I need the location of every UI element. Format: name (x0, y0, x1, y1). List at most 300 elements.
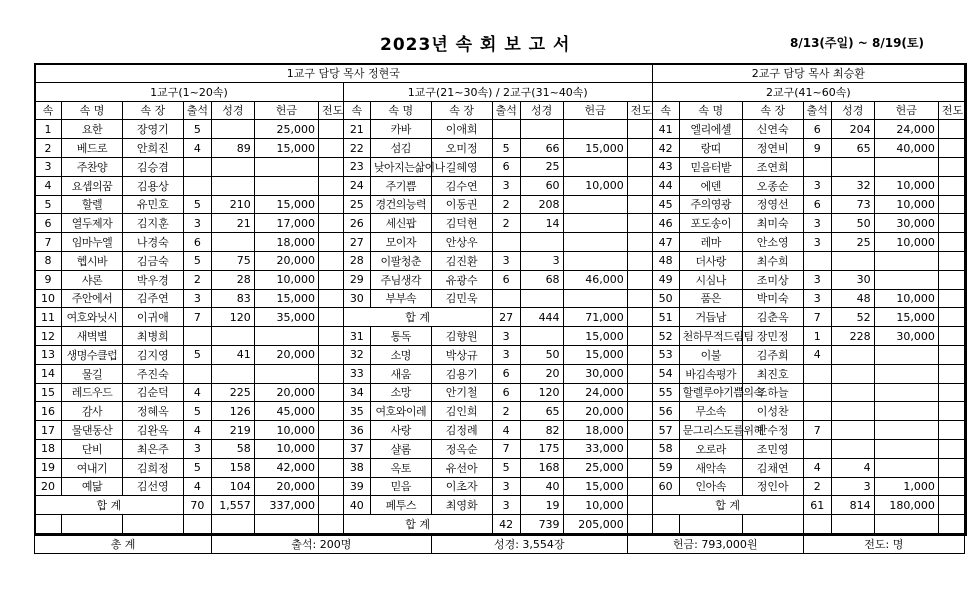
sec3-name: 바김속평가 (679, 364, 742, 383)
section-header-row (35, 82, 965, 101)
sec1-name: 할렐 (62, 195, 123, 214)
sec3-name: 에덴 (679, 176, 742, 195)
sec2a-total-label: 합 계 (343, 308, 492, 327)
sec2-bible: 50 (520, 345, 563, 364)
date-range: 8/13(주일) ~ 8/19(토) (790, 36, 924, 50)
sec3-leader: 최미숙 (742, 214, 803, 233)
sec1-offering: 15,000 (254, 139, 318, 158)
sec2-name: 통독 (370, 327, 431, 346)
column-header: 속 (652, 101, 679, 120)
sec2-evangelism (627, 195, 652, 214)
sec1-leader: 최은주 (122, 439, 183, 458)
sec3-leader: 최진호 (742, 364, 803, 383)
sec2-offering: 33,000 (563, 439, 627, 458)
sec3-attendance: 6 (803, 195, 831, 214)
sec3-name: 시심나 (679, 270, 742, 289)
sec3-evangelism (938, 477, 964, 496)
sec1-empty-cell (254, 515, 318, 534)
sec2-leader: 김민욱 (431, 289, 492, 308)
sec3-evangelism (938, 364, 964, 383)
sec1-name: 물길 (62, 364, 123, 383)
sec2-leader: 김인희 (431, 402, 492, 421)
sec3-attendance: 2 (803, 477, 831, 496)
sec3-evangelism (938, 402, 964, 421)
sec3-name: 새악속 (679, 458, 742, 477)
sec3-name: 주의영광 (679, 195, 742, 214)
sec3-offering: 24,000 (874, 120, 938, 139)
column-header: 성경 (831, 101, 874, 120)
sec1-offering: 15,000 (254, 289, 318, 308)
sec3-num: 45 (652, 195, 679, 214)
sec2-num: 32 (343, 345, 370, 364)
sec1-num: 12 (35, 327, 62, 346)
sec3-bible (831, 364, 874, 383)
sec3-name: 랑띠 (679, 139, 742, 158)
sec3-bible (831, 345, 874, 364)
sec3-num: 50 (652, 289, 679, 308)
sec3-evangelism (938, 214, 964, 233)
sec2-attendance: 5 (492, 458, 520, 477)
sec1-bible (211, 364, 254, 383)
sec2-num: 33 (343, 364, 370, 383)
sec2-leader: 오미정 (431, 139, 492, 158)
sec1-bible: 126 (211, 402, 254, 421)
grand-total-attendance: 출석: 200명 (211, 534, 431, 553)
sec3-offering (874, 157, 938, 176)
sec1-attendance: 3 (183, 214, 211, 233)
sec3-bible: 204 (831, 120, 874, 139)
sec2-offering (563, 195, 627, 214)
sec2-offering (563, 214, 627, 233)
sec1-leader: 유민호 (122, 195, 183, 214)
sec1-evangelism (319, 233, 344, 252)
sec1-leader: 김순덕 (122, 383, 183, 402)
sec2-evangelism (627, 139, 652, 158)
sec1-total-attendance: 70 (183, 496, 211, 515)
sec1-offering: 18,000 (254, 233, 318, 252)
sec2-leader: 이동권 (431, 195, 492, 214)
sec2-name: 페투스 (370, 496, 431, 515)
sec2-evangelism (627, 458, 652, 477)
sec1-num: 20 (35, 477, 62, 496)
column-header: 헌금 (254, 101, 318, 120)
sec2-bible: 60 (520, 176, 563, 195)
sec3-leader: 이성찬 (742, 402, 803, 421)
sec3-evangelism (938, 233, 964, 252)
sec1-evangelism (319, 364, 344, 383)
sec2-bible: 66 (520, 139, 563, 158)
sec3-name: 레마 (679, 233, 742, 252)
sec1-evangelism (319, 402, 344, 421)
sec1-evangelism (319, 458, 344, 477)
sec3-name: 품은 (679, 289, 742, 308)
sec3-offering: 30,000 (874, 214, 938, 233)
sec2-bible (520, 327, 563, 346)
sec3-attendance (803, 439, 831, 458)
sec2-bible: 14 (520, 214, 563, 233)
sec2-evangelism (627, 421, 652, 440)
sec1-evangelism (319, 308, 344, 327)
sec3-total-attendance: 61 (803, 496, 831, 515)
sec2-evangelism (627, 214, 652, 233)
sec2-attendance: 6 (492, 157, 520, 176)
sec3-offering: 10,000 (874, 233, 938, 252)
sec3-num: 58 (652, 439, 679, 458)
sec3-num: 55 (652, 383, 679, 402)
sec3-num: 59 (652, 458, 679, 477)
sec1-leader: 정혜옥 (122, 402, 183, 421)
table-row (35, 195, 965, 214)
sec2-name: 소망 (370, 383, 431, 402)
sec2-evangelism (627, 157, 652, 176)
sec1-empty-cell (122, 515, 183, 534)
sec1-total-offering: 337,000 (254, 496, 318, 515)
sec1-evangelism (319, 421, 344, 440)
sec3-bible: 48 (831, 289, 874, 308)
sec1-bible (211, 176, 254, 195)
sec1-offering: 10,000 (254, 421, 318, 440)
sec3-attendance: 7 (803, 421, 831, 440)
sec3-num: 52 (652, 327, 679, 346)
sec1-attendance: 4 (183, 477, 211, 496)
sec1-name: 요셉의꿈 (62, 176, 123, 195)
sec1-attendance: 4 (183, 383, 211, 402)
sec1-name: 예닮 (62, 477, 123, 496)
sec3-offering: 10,000 (874, 176, 938, 195)
sec3-total-offering: 180,000 (874, 496, 938, 515)
sec1-leader: 김완옥 (122, 421, 183, 440)
sec3-evangelism (938, 458, 964, 477)
column-header: 속 장 (122, 101, 183, 120)
sec3-attendance (803, 251, 831, 270)
sec2-bible: 168 (520, 458, 563, 477)
sec2-leader: 유광수 (431, 270, 492, 289)
sec1-offering: 20,000 (254, 383, 318, 402)
table-row (35, 308, 965, 327)
sec1-bible: 225 (211, 383, 254, 402)
sec2-leader: 김수연 (431, 176, 492, 195)
sec2-evangelism (627, 270, 652, 289)
sec1-evangelism (319, 345, 344, 364)
sec3-num: 41 (652, 120, 679, 139)
sec3-attendance: 3 (803, 233, 831, 252)
table-row (35, 176, 965, 195)
sec2-num: 27 (343, 233, 370, 252)
table-row (35, 383, 965, 402)
sec2-attendance: 3 (492, 176, 520, 195)
sec3-name: 이불 (679, 345, 742, 364)
sec3-attendance (803, 402, 831, 421)
sec1-bible: 219 (211, 421, 254, 440)
sec1-leader: 김선영 (122, 477, 183, 496)
sec1-evangelism (319, 157, 344, 176)
sec3-offering: 1,000 (874, 477, 938, 496)
sec1-name: 생명수클럽 (62, 345, 123, 364)
sec1-num: 11 (35, 308, 62, 327)
sec1-num: 4 (35, 176, 62, 195)
sec3-name: 더사랑 (679, 251, 742, 270)
sec1-num: 7 (35, 233, 62, 252)
sec3-offering (874, 458, 938, 477)
sec3-offering (874, 383, 938, 402)
sec1-evangelism (319, 383, 344, 402)
sec2-bible: 175 (520, 439, 563, 458)
sec2-attendance: 4 (492, 421, 520, 440)
sec3-name: 엘리에셀 (679, 120, 742, 139)
district-header-row (35, 64, 965, 83)
sec2-num: 36 (343, 421, 370, 440)
sec3-name: 무소속 (679, 402, 742, 421)
sec2-num: 29 (343, 270, 370, 289)
sec3-num: 56 (652, 402, 679, 421)
sec1-evangelism (319, 214, 344, 233)
table-row (35, 439, 965, 458)
sec1-num: 14 (35, 364, 62, 383)
sec3-num: 47 (652, 233, 679, 252)
sec2-leader: 김진환 (431, 251, 492, 270)
sec2-offering: 15,000 (563, 345, 627, 364)
sec1-num: 1 (35, 120, 62, 139)
sec3-offering (874, 251, 938, 270)
sec2-name: 주기쁨 (370, 176, 431, 195)
sec2a-total-attendance: 27 (492, 308, 520, 327)
column-header: 헌금 (563, 101, 627, 120)
sec1-attendance: 5 (183, 120, 211, 139)
sec3-leader: 신연숙 (742, 120, 803, 139)
sec2-offering: 15,000 (563, 139, 627, 158)
sec1-evangelism (319, 120, 344, 139)
sec1-attendance: 5 (183, 251, 211, 270)
district-1-header: 1교구 담당 목사 정현국 (35, 64, 653, 83)
sec1-evangelism (319, 439, 344, 458)
sec1-name: 감사 (62, 402, 123, 421)
sec2a-total-evangelism (627, 308, 652, 327)
sec2-offering: 24,000 (563, 383, 627, 402)
sec3-evangelism (938, 439, 964, 458)
sec3-offering: 10,000 (874, 195, 938, 214)
sec3-evangelism (938, 327, 964, 346)
sec1-name: 레드우드 (62, 383, 123, 402)
column-header: 출석 (492, 101, 520, 120)
sec1-evangelism (319, 477, 344, 496)
sec2-offering: 15,000 (563, 327, 627, 346)
sec1-name: 열두제자 (62, 214, 123, 233)
sec1-evangelism (319, 327, 344, 346)
sec3-empty-cell (679, 515, 742, 534)
sec2-offering: 10,000 (563, 496, 627, 515)
sec1-bible (211, 157, 254, 176)
sec3-total-bible: 814 (831, 496, 874, 515)
sec1-attendance: 5 (183, 402, 211, 421)
sec1-bible: 21 (211, 214, 254, 233)
sec1-attendance (183, 327, 211, 346)
sec3-bible: 65 (831, 139, 874, 158)
column-header: 속 명 (62, 101, 123, 120)
column-header: 속 (343, 101, 370, 120)
sec2-evangelism (627, 176, 652, 195)
sec3-name: 포도송이 (679, 214, 742, 233)
sec2-leader: 안기철 (431, 383, 492, 402)
sec3-bible: 25 (831, 233, 874, 252)
column-header: 속 명 (679, 101, 742, 120)
sec2b-total-attendance: 42 (492, 515, 520, 534)
sec2-attendance: 3 (492, 477, 520, 496)
sec3-attendance: 3 (803, 289, 831, 308)
sec3-attendance: 9 (803, 139, 831, 158)
sec3-offering (874, 270, 938, 289)
sec2-name: 이팔청춘 (370, 251, 431, 270)
sec3-offering: 10,000 (874, 289, 938, 308)
sec2-offering: 18,000 (563, 421, 627, 440)
sec1-offering (254, 364, 318, 383)
sec1-attendance: 5 (183, 345, 211, 364)
report-title: 2023년 속 회 보 고 서 (380, 35, 571, 55)
table-row (35, 345, 965, 364)
sec1-name: 주찬양 (62, 157, 123, 176)
table-row (35, 458, 965, 477)
column-header: 출석 (183, 101, 211, 120)
table-row (35, 477, 965, 496)
sec2-name: 모이자 (370, 233, 431, 252)
sec3-num: 44 (652, 176, 679, 195)
sec2-name: 샬롬 (370, 439, 431, 458)
sec2-name: 경건의능력 (370, 195, 431, 214)
table-row (35, 289, 965, 308)
sec2a-total-offering: 71,000 (563, 308, 627, 327)
sec3-evangelism (938, 251, 964, 270)
sec3-num: 48 (652, 251, 679, 270)
sec2-bible: 208 (520, 195, 563, 214)
sec1-leader: 최병희 (122, 327, 183, 346)
sec2b-total-offering: 205,000 (563, 515, 627, 534)
sec1-attendance: 5 (183, 195, 211, 214)
sec1-leader: 장영기 (122, 120, 183, 139)
sec1-name: 요한 (62, 120, 123, 139)
sec1-leader: 김희정 (122, 458, 183, 477)
sec2-name: 여호와이레 (370, 402, 431, 421)
section-1-header: 1교구(1~20속) (35, 82, 344, 101)
sec2-offering (563, 289, 627, 308)
sec2-bible: 68 (520, 270, 563, 289)
sec3-leader: 정연비 (742, 139, 803, 158)
sec1-bible (211, 327, 254, 346)
sec1-attendance: 6 (183, 233, 211, 252)
sec1-evangelism (319, 195, 344, 214)
sec3-leader: 김춘옥 (742, 308, 803, 327)
sec2-offering: 30,000 (563, 364, 627, 383)
sec1-name: 헵시바 (62, 251, 123, 270)
sec1-offering: 10,000 (254, 270, 318, 289)
sec2-name: 섬김 (370, 139, 431, 158)
table-row (35, 120, 965, 139)
sec1-empty-cell (35, 515, 62, 534)
column-header: 속 명 (370, 101, 431, 120)
column-header: 성경 (520, 101, 563, 120)
sec1-bible: 75 (211, 251, 254, 270)
sec3-num: 51 (652, 308, 679, 327)
grand-total-bible: 성경: 3,554장 (431, 534, 627, 553)
sec3-evangelism (938, 308, 964, 327)
column-header: 전도 (627, 101, 652, 120)
sec2-name: 사랑 (370, 421, 431, 440)
sec3-leader: 최수희 (742, 251, 803, 270)
sec3-leader: 조연희 (742, 157, 803, 176)
sec3-offering: 15,000 (874, 308, 938, 327)
sec2-offering: 25,000 (563, 458, 627, 477)
sec1-leader: 김금숙 (122, 251, 183, 270)
sec1-num: 18 (35, 439, 62, 458)
sec3-name: 천하무적드림팀 (679, 327, 742, 346)
sec2-name: 믿음 (370, 477, 431, 496)
sec3-bible (831, 402, 874, 421)
sec1-num: 2 (35, 139, 62, 158)
sec3-bible: 32 (831, 176, 874, 195)
sec3-num: 53 (652, 345, 679, 364)
sec2-attendance: 7 (492, 439, 520, 458)
sec3-leader: 조미상 (742, 270, 803, 289)
sec1-attendance: 4 (183, 139, 211, 158)
column-header: 전도 (319, 101, 344, 120)
sec1-offering: 25,000 (254, 120, 318, 139)
sec3-leader: 반수정 (742, 421, 803, 440)
sec2-evangelism (627, 289, 652, 308)
sec1-num: 16 (35, 402, 62, 421)
sec2-num: 34 (343, 383, 370, 402)
sec2-attendance: 2 (492, 402, 520, 421)
sec1-num: 6 (35, 214, 62, 233)
table-row (35, 139, 965, 158)
sec1-evangelism (319, 270, 344, 289)
grand-total-label: 총 계 (35, 534, 212, 553)
sec2-leader: 김향원 (431, 327, 492, 346)
section-2-header: 1교구(21~30속) / 2교구(31~40속) (343, 82, 652, 101)
sec3-leader: 정인아 (742, 477, 803, 496)
sec1-offering: 10,000 (254, 439, 318, 458)
sec1-attendance (183, 157, 211, 176)
sec3-num: 42 (652, 139, 679, 158)
sec1-evangelism (319, 289, 344, 308)
sec1-num: 19 (35, 458, 62, 477)
sec2-evangelism (627, 251, 652, 270)
sec2-attendance: 6 (492, 383, 520, 402)
section-3-header: 2교구(41~60속) (652, 82, 964, 101)
sec3-bible: 50 (831, 214, 874, 233)
sec1-attendance: 3 (183, 289, 211, 308)
table-row (35, 364, 965, 383)
sec2b-total-bible: 739 (520, 515, 563, 534)
sec3-leader: 김채연 (742, 458, 803, 477)
sec2a-total-bible: 444 (520, 308, 563, 327)
report-table (34, 63, 965, 554)
sec3-empty-cell (742, 515, 803, 534)
sec3-attendance: 6 (803, 120, 831, 139)
sec3-empty-cell (652, 515, 679, 534)
sec2-leader: 박상규 (431, 345, 492, 364)
sec1-offering (254, 157, 318, 176)
sec1-leader: 김지영 (122, 345, 183, 364)
table-row (35, 421, 965, 440)
sec2-num: 23 (343, 157, 370, 176)
column-header: 속 장 (742, 101, 803, 120)
sec1-bible: 104 (211, 477, 254, 496)
sec2-num: 28 (343, 251, 370, 270)
sec1-evangelism (319, 139, 344, 158)
table-row (35, 233, 965, 252)
sec2-bible (520, 233, 563, 252)
sec1-offering: 20,000 (254, 345, 318, 364)
sec2b-total-evangelism (627, 515, 652, 534)
sec3-offering: 30,000 (874, 327, 938, 346)
